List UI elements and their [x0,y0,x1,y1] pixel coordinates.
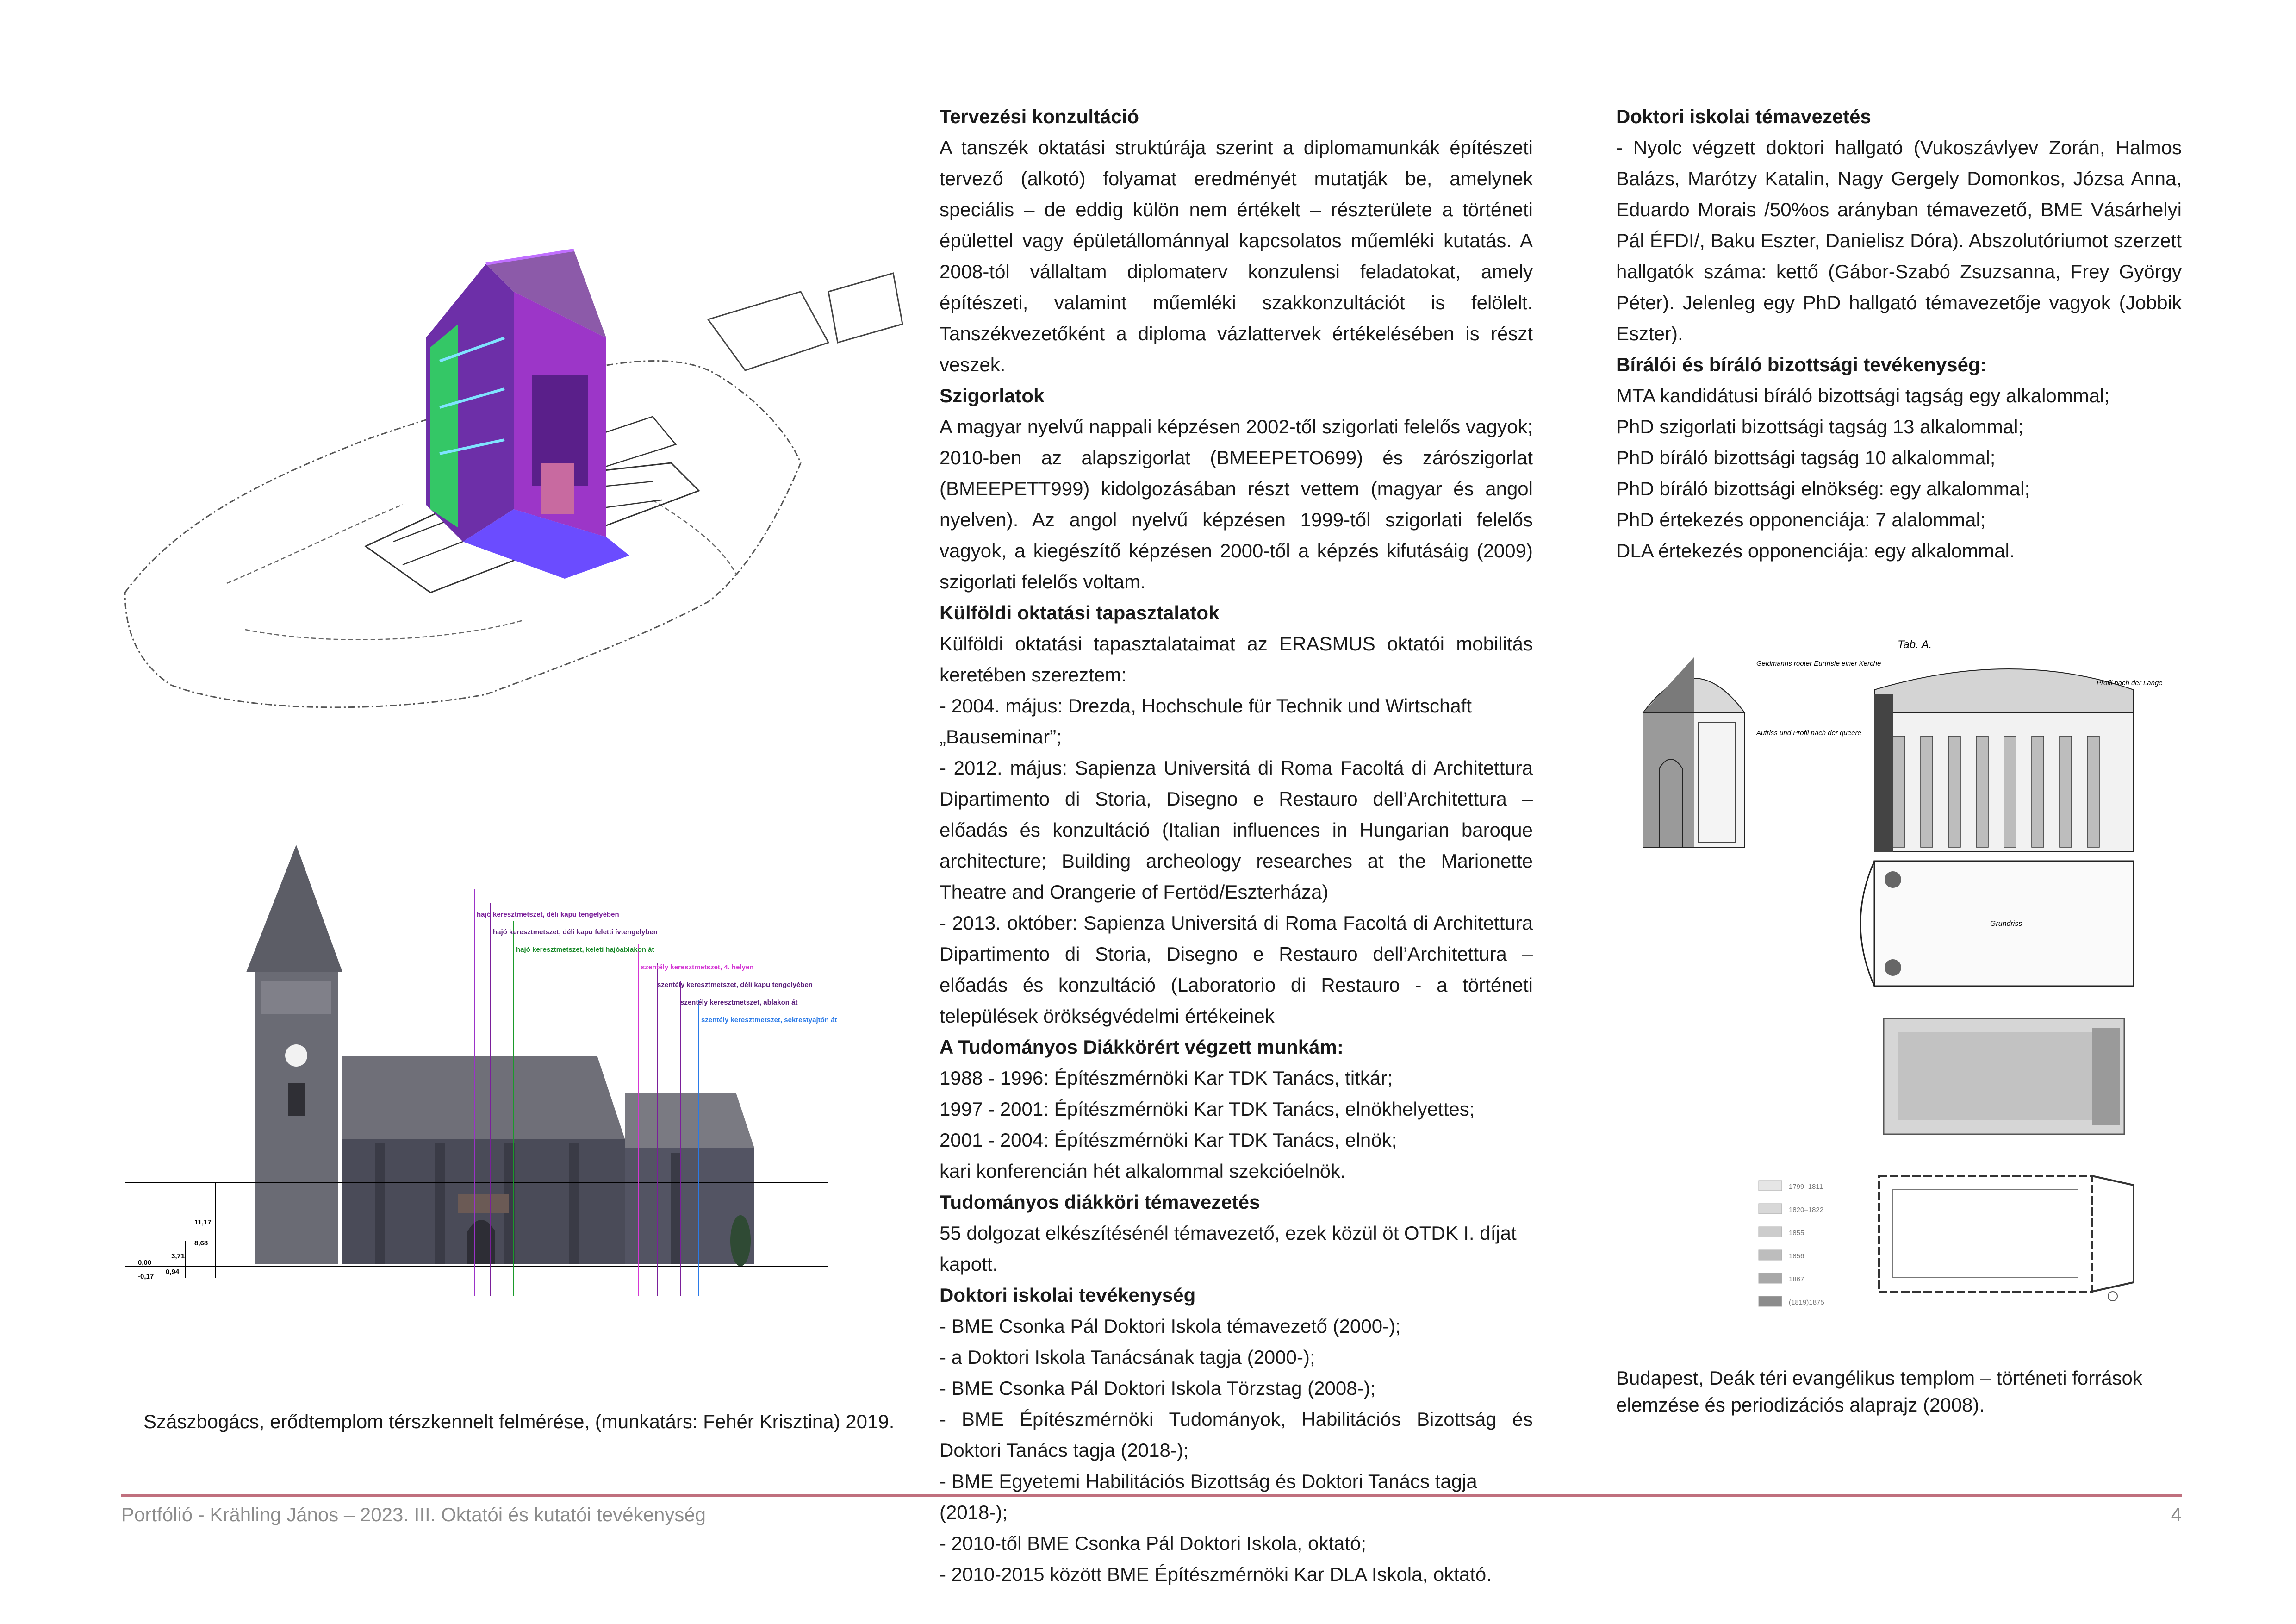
church-label: szentély keresztmetszet, déli kapu tengelyében [657,981,813,989]
text-paragraph: 55 dolgozat elkészítésénél témavezető, ezek közül öt OTDK I. díjat kapott. [940,1222,1517,1275]
text-paragraph: 1997 - 2001: Építészmérnöki Kar TDK Tanács, elnökhelyettes; [940,1098,1475,1120]
church-label: hajó keresztmetszet, déli kapu feletti ívtengelyben [493,928,658,936]
text-paragraph: A magyar nyelvű nappali képzésen 2002-től szigorlati felelős vagyok; 2010-ben az alapszigorlat (BMEEPETO699) és zárószigorlat (BMEEPETT999) kidolgozásában részt vettem (magyar és angol nyelven). Az angol nyelvű képzésen 1999-től szigorlati felelős vagyok, a kiegészítő képzésen 2000-től a képzés kifutásáig (2009) szigorlati felelős voltam. [940,416,1533,593]
right-figure-caption: Budapest, Deák téri evangélikus templom – történeti források elemzése és periodizációs alaprajz (2008). [1616,1367,2142,1416]
legend-item: 1820–1822 [1789,1206,1824,1214]
text-paragraph: - BME Csonka Pál Doktori Iskola Törzstag (2008-); [940,1377,1376,1399]
text-paragraph: PhD értekezés opponenciája: 7 alalommal; [1616,509,1986,531]
legend-item: 1856 [1789,1252,1804,1260]
legend-item: (1819)1875 [1789,1299,1824,1306]
text-paragraph: - 2004. május: Drezda, Hochschule für Technik und Wirtschaft „Bauseminar”; [940,695,1472,748]
text-paragraph: Külföldi oktatási tapasztalataimat az ERASMUS oktatói mobilitás keretében szereztem: [940,633,1533,686]
text-paragraph: A tanszék oktatási struktúrája szerint a diplomamunkák építészeti tervező (alkotó) folyamat eredményét mutatják be, amelynek speciális – de eddig külön nem értékelt – részterülete a történeti épülettel vagy épületállománnyal kapcsolatos műemléki kutatás. A 2008-tól vállaltam diplomaterv konzulensi feladatokat, amely építészeti, valamint műemléki szakkonzultációt is felölelt. Tanszékvezetőként a diploma vázlattervek értékelésében is részt veszek. [940,137,1533,375]
dim-label: 11,17 [194,1218,212,1226]
section-heading: Szigorlatok [940,385,1045,406]
text-paragraph: - 2010-től BME Csonka Pál Doktori Iskola, oktató; [940,1532,1367,1554]
text-paragraph: PhD bíráló bizottsági elnökség: egy alkalommal; [1616,478,2030,500]
dim-label: 3,71 [171,1252,185,1260]
church-label: szentély keresztmetszet, sekrestyajtón át [701,1016,837,1024]
text-paragraph: - 2012. május: Sapienza Universitá di Roma Facoltá di Architettura Dipartimento di Storia, Disegno e Restauro dell’Architettura – előadás és konzultáció (Italian influences in Hungarian baroque architecture; Building archeology researches at the Marionette Theatre and Orangerie of Fertöd/Eszterháza) [940,757,1533,903]
dim-label: 8,68 [194,1239,208,1247]
church-elevation-figure [125,833,884,1380]
text-paragraph: - Nyolc végzett doktori hallgató (Vukoszávlyev Zorán, Halmos Balázs, Marótzy Katalin, Nagy Gergely Domonkos, Józsa Anna, Eduardo Morais /50%os arányban témavezető, BME Vásárhelyi Pál ÉFDI/, Baku Eszter, Danielisz Dóra). Abszolutóriumot szerzett hallgatók száma: kettő (Gábor-Szabó Zsuzsanna, Frey György Péter). Jelenleg egy PhD hallgató témavezetője vagyok (Jobbik Eszter). [1616,137,2182,344]
church-label: hajó keresztmetszet, déli kapu tengelyében [477,911,619,918]
page-number: 4 [2171,1504,2182,1525]
middle-text-column [940,101,1533,1590]
text-paragraph: kari konferencián hét alkalommal szekcióelnök. [940,1160,1346,1182]
text-paragraph: - a Doktori Iskola Tanácsának tagja (2000-); [940,1346,1315,1368]
text-paragraph: MTA kandidátusi bíráló bizottsági tagság egy alkalommal; [1616,385,2110,406]
dim-label: 0,94 [166,1268,180,1276]
plate-section-label: Geldmanns rooter Eurtrisfe einer Kerche [1756,660,1881,668]
point-cloud-figure [106,222,902,731]
section-heading: Tervezési konzultáció [940,106,1139,127]
legend-item: 1867 [1789,1275,1804,1283]
legend-item: 1799–1811 [1789,1183,1823,1191]
right-text-column [1616,101,2182,566]
left-figure-caption: Szászbogács, erődtemplom térszkennelt felmérése, (munkatárs: Fehér Krisztina) 2019. [143,1411,895,1432]
plate-title: Tab. A. [1898,638,1932,651]
section-heading: Doktori iskolai tevékenység [940,1284,1196,1306]
legend-item: 1855 [1789,1229,1804,1237]
footer-title: Portfólió - Krähling János – 2023. III. Oktatói és kutatói tevékenység [121,1504,706,1525]
church-label: hajó keresztmetszet, keleti hajóablakon át [516,946,654,954]
section-heading: Tudományos diákköri témavezetés [940,1191,1260,1213]
section-heading: Bírálói és bíráló bizottsági tevékenység: [1616,354,1987,375]
text-paragraph: - BME Építészmérnöki Tudományok, Habilitációs Bizottság és Doktori Tanács tagja (2018-); [940,1408,1533,1461]
section-heading: Doktori iskolai témavezetés [1616,106,1871,127]
text-paragraph: - BME Egyetemi Habilitációs Bizottság és Doktori Tanács tagja (2018-); [940,1470,1477,1523]
church-label: szentély keresztmetszet, ablakon át [680,999,798,1006]
text-paragraph: DLA értekezés opponenciája: egy alkalommal. [1616,540,2015,562]
text-paragraph: 1988 - 1996: Építészmérnöki Kar TDK Tanács, titkár; [940,1067,1393,1089]
text-paragraph: - 2013. október: Sapienza Universitá di Roma Facoltá di Architettura Dipartimento di Storia, Disegno e Restauro dell’Architettura – előadás és konzultáció (Laboratorio di Restauro - a történeti települések örökségvédelmi értékeinek [940,912,1533,1027]
footer-divider [121,1494,2182,1497]
text-paragraph: - 2010-2015 között BME Építészmérnöki Kar DLA Iskola, oktató. [940,1563,1492,1585]
historic-plates-figure [1615,630,2163,1333]
section-heading: Külföldi oktatási tapasztalatok [940,602,1220,624]
plate-profil-label: Profil nach der Länge [2097,679,2163,687]
text-paragraph: - BME Csonka Pál Doktori Iskola témavezető (2000-); [940,1315,1401,1337]
section-heading: A Tudományos Diákkörért végzett munkám: [940,1036,1344,1058]
text-paragraph: PhD szigorlati bizottsági tagság 13 alkalommal; [1616,416,2024,437]
dim-label: 0,00 [138,1259,152,1267]
text-paragraph: PhD bíráló bizottsági tagság 10 alkalommal; [1616,447,1996,468]
church-label: szentély keresztmetszet, 4. helyen [641,963,754,971]
plate-grundriss-label: Grundriss [1990,920,2022,928]
plate-aufriss-label: Aufriss und Profil nach der queere [1756,729,1861,737]
dim-label: -0,17 [138,1273,154,1280]
text-paragraph: 2001 - 2004: Építészmérnöki Kar TDK Tanács, elnök; [940,1129,1397,1151]
period-legend [1759,1181,1824,1306]
